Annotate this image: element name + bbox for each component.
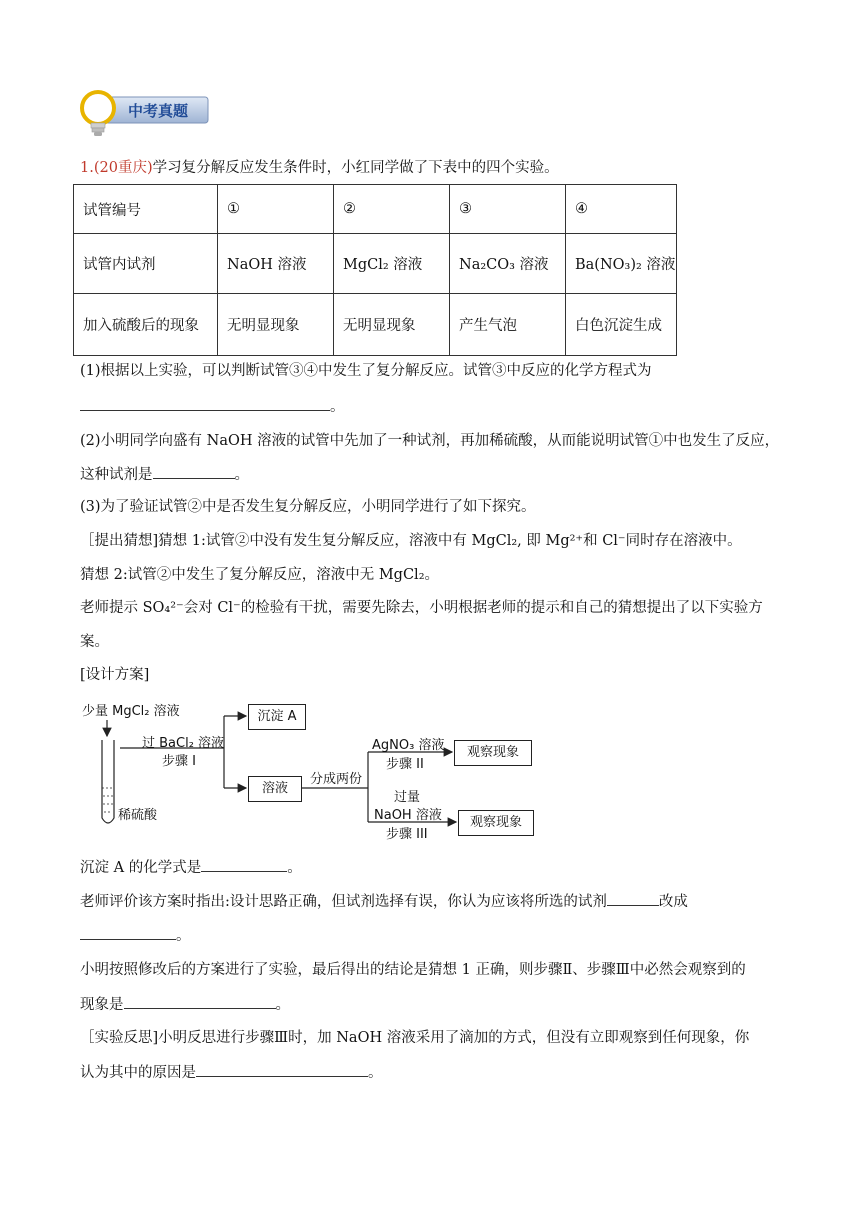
reflection-answer-line <box>80 1062 383 1083</box>
evaluation-question <box>80 891 688 912</box>
hint-text-cont: 案。 <box>80 634 109 650</box>
part2-text: (2)小明同学向盛有 NaOH 溶液的试管中先加了一种试剂，再加稀硫酸，从而能说明试管①中也发生了反应， <box>80 433 780 449</box>
reflection-prompt: 认为其中的原因是 <box>80 1065 196 1081</box>
diagram-tube-label: 稀硫酸 <box>118 808 158 823</box>
section-badge <box>80 88 210 136</box>
part1-text: (1)根据以上实验，可以判断试管③④中发生了复分解反应。试管③中反应的化学方程式为 <box>80 363 652 379</box>
hint-text: 老师提示 SO₄²⁻会对 Cl⁻的检验有干扰，需要先除去，小明根据老师的提示和自己的猜想提出了以下实验方 <box>80 600 763 616</box>
step2-name: 步骤 II <box>386 757 424 772</box>
box-observe-1: 观察现象 <box>454 740 532 766</box>
evaluation-prompt-cont: 改成 <box>658 894 688 910</box>
table-cell: 产生气泡 <box>450 294 566 356</box>
box-solution: 溶液 <box>248 776 302 802</box>
part2-answer-line <box>80 464 249 485</box>
conclusion-prompt: 现象是 <box>80 997 124 1013</box>
table-cell: Ba(NO₃)₂ 溶液 <box>566 234 677 294</box>
table-cell: ③ <box>450 185 566 234</box>
answer-blank[interactable] <box>607 891 659 906</box>
answer-blank[interactable] <box>196 1062 368 1077</box>
table-cell: 白色沉淀生成 <box>566 294 677 356</box>
question-intro-text: 学习复分解反应发生条件时，小红同学做了下表中的四个实验。 <box>152 160 559 176</box>
box-observe-2: 观察现象 <box>458 810 534 836</box>
step3-reagent-a: 过量 <box>394 790 421 805</box>
step3-name: 步骤 III <box>386 827 428 842</box>
step1-name: 步骤 I <box>162 754 196 769</box>
table-cell: NaOH 溶液 <box>218 234 334 294</box>
step1-reagent: 过 BaCl₂ 溶液 <box>142 736 225 751</box>
question-number: 1. <box>80 160 94 176</box>
evaluation-answer-line <box>80 925 191 946</box>
guess1-text: ［提出猜想]猜想 1:试管②中没有发生复分解反应，溶液中有 MgCl₂, 即 Mg²⁺和 Cl⁻同时存在溶液中。 <box>80 533 742 549</box>
step3-reagent-b: NaOH 溶液 <box>374 808 442 823</box>
experiment-flow-diagram <box>82 700 542 842</box>
split-label: 分成两份 <box>310 772 363 787</box>
question-intro <box>80 158 559 178</box>
guess2-text: 猜想 2:试管②中发生了复分解反应，溶液中无 MgCl₂。 <box>80 567 440 583</box>
design-heading: [设计方案] <box>80 667 150 683</box>
precipitate-prompt: 沉淀 A 的化学式是 <box>80 860 202 876</box>
diagram-top-label: 少量 MgCl₂ 溶液 <box>82 704 180 719</box>
answer-blank[interactable] <box>124 994 276 1009</box>
punct: 。 <box>275 997 290 1013</box>
punct: 。 <box>234 467 249 483</box>
table-cell: 试管内试剂 <box>74 234 218 294</box>
part2-prompt: 这种试剂是 <box>80 467 153 483</box>
evaluation-prompt: 老师评价该方案时指出:设计思路正确，但试剂选择有误，你认为应该将所选的试剂 <box>80 894 607 910</box>
punct: 。 <box>287 860 302 876</box>
table-cell: 加入硫酸后的现象 <box>74 294 218 356</box>
punct: 。 <box>330 399 345 415</box>
badge-label: 中考真题 <box>128 102 189 120</box>
step2-reagent: AgNO₃ 溶液 <box>372 738 445 753</box>
answer-blank[interactable] <box>80 925 176 940</box>
precipitate-question <box>80 857 302 878</box>
table-row <box>74 294 677 356</box>
experiment-table <box>73 184 677 356</box>
table-row <box>74 234 677 294</box>
table-cell: ④ <box>566 185 677 234</box>
part1-answer-line <box>80 396 345 417</box>
answer-blank[interactable] <box>153 464 235 479</box>
table-cell: 无明显现象 <box>334 294 450 356</box>
answer-blank[interactable] <box>80 396 330 411</box>
reflection-text: ［实验反思]小明反思进行步骤Ⅲ时，加 NaOH 溶液采用了滴加的方式，但没有立即观察到任何现象，你 <box>80 1030 750 1046</box>
conclusion-text: 小明按照修改后的方案进行了实验，最后得出的结论是猜想 1 正确，则步骤Ⅱ、步骤Ⅲ中必然会观察到的 <box>80 962 746 978</box>
table-cell: Na₂CO₃ 溶液 <box>450 234 566 294</box>
conclusion-answer-line <box>80 994 290 1015</box>
table-cell: MgCl₂ 溶液 <box>334 234 450 294</box>
table-cell: ① <box>218 185 334 234</box>
table-cell: ② <box>334 185 450 234</box>
question-source: (20重庆) <box>93 160 153 176</box>
table-cell: 试管编号 <box>74 185 218 234</box>
answer-blank[interactable] <box>201 857 287 872</box>
table-cell: 无明显现象 <box>218 294 334 356</box>
punct: 。 <box>176 928 191 944</box>
table-row <box>74 185 677 234</box>
part3-text: (3)为了验证试管②中是否发生复分解反应，小明同学进行了如下探究。 <box>80 499 536 515</box>
box-precipitate-a: 沉淀 A <box>248 704 306 730</box>
punct: 。 <box>368 1065 383 1081</box>
